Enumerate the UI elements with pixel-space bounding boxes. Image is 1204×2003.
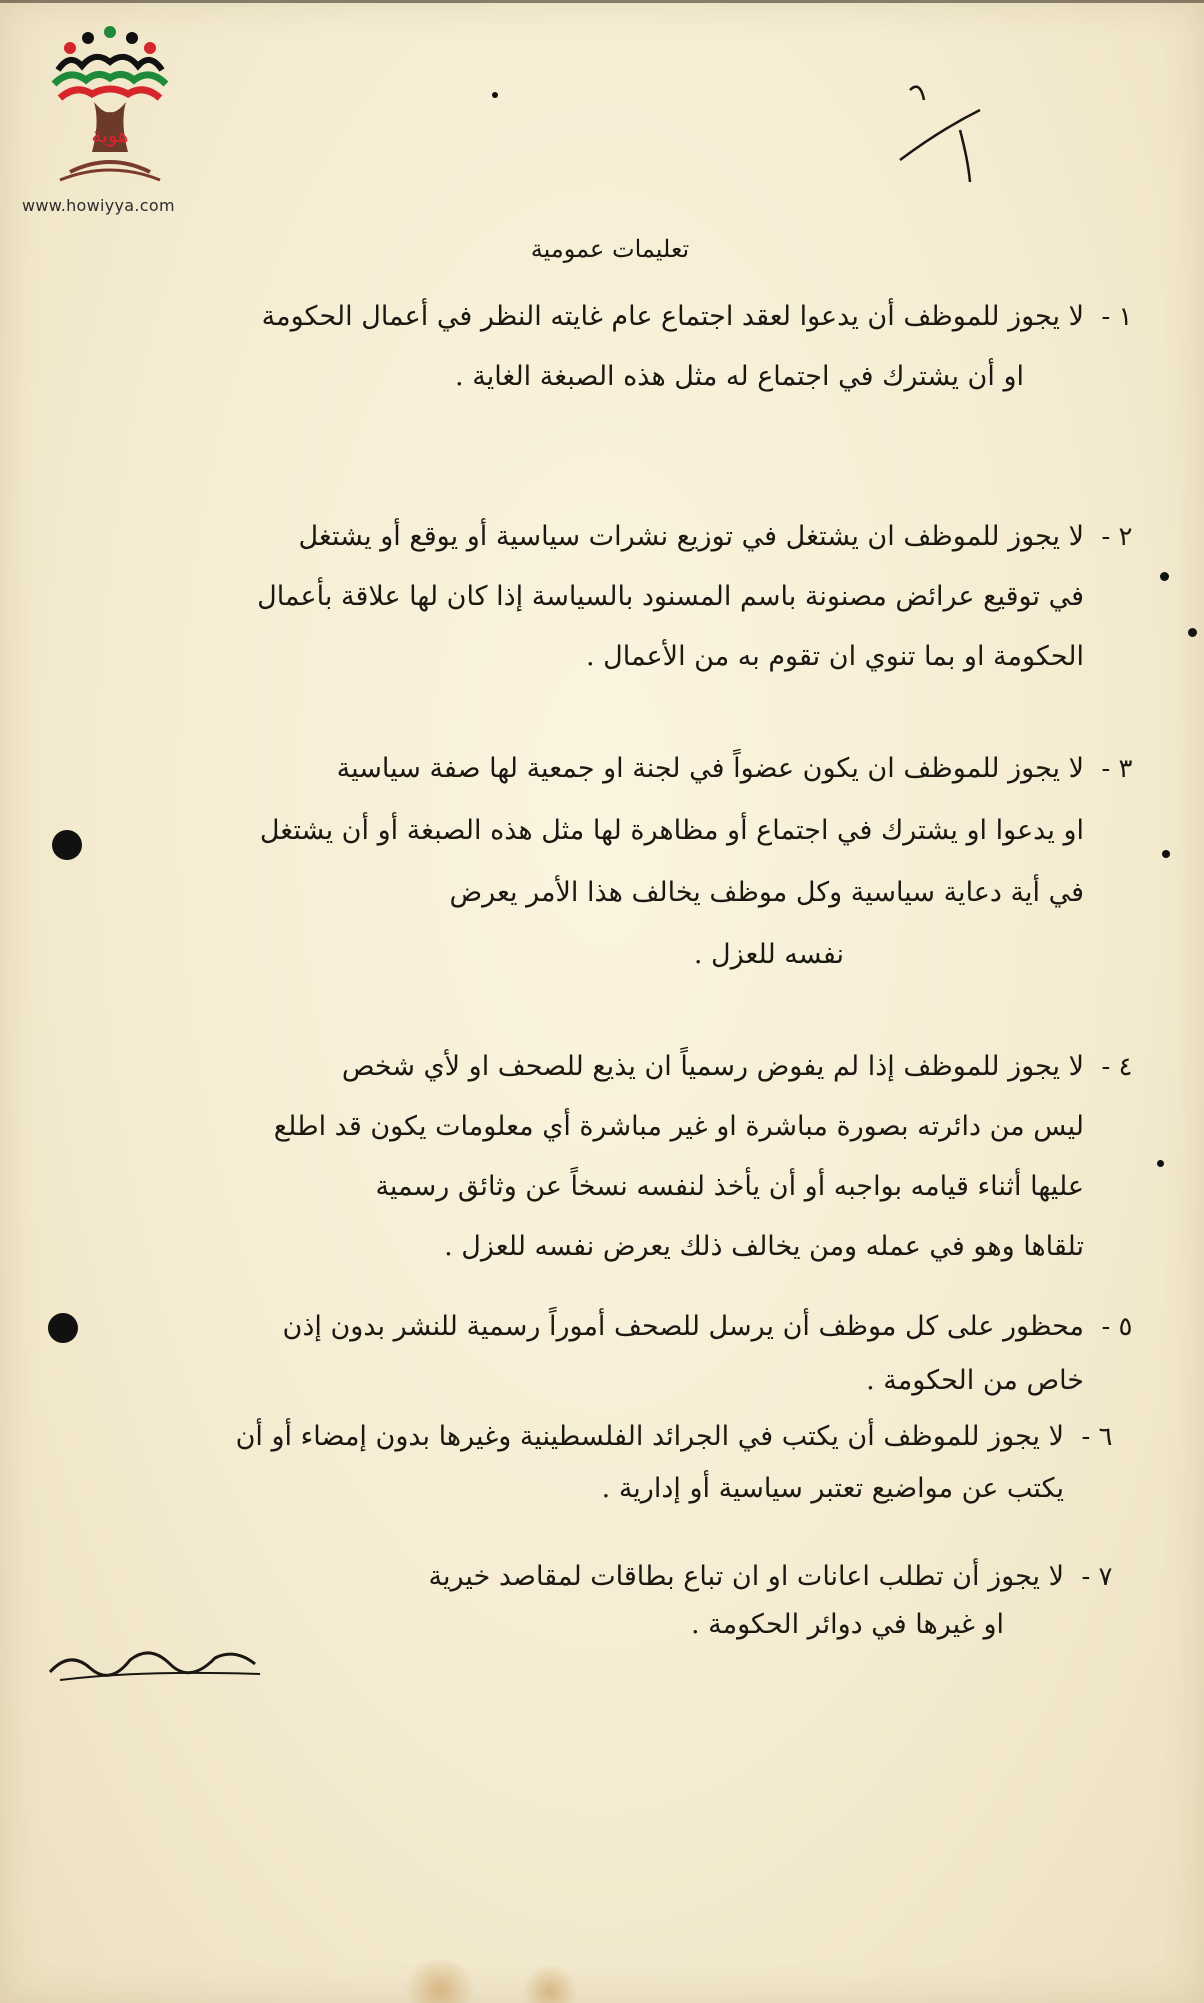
speck — [1188, 628, 1197, 637]
page-number — [880, 70, 1000, 200]
list-item-1 — [84, 300, 1133, 394]
top-border — [0, 0, 1204, 3]
list-item-3 — [44, 752, 1133, 972]
item-line: عليها أثناء قيامه بواجبه أو أن يأخذ لنفسه نسخاً عن وثائق رسمية — [375, 1171, 1084, 1202]
logo-url: www.howiyya.com — [22, 196, 175, 215]
item-number: ٤ - — [1101, 1052, 1133, 1082]
item-line: لا يجوز للموظف ان يكون عضواً في لجنة او جمعية لها صفة سياسية — [336, 753, 1084, 784]
item-line: خاص من الحكومة . — [866, 1365, 1084, 1396]
list-item-2 — [44, 520, 1133, 674]
punch-hole — [52, 830, 82, 860]
speck — [1162, 850, 1170, 858]
tree-logo-icon — [40, 22, 180, 192]
item-line: لا يجوز للموظف أن يكتب في الجرائد الفلسطينية وغيرها بدون إمضاء أو أن — [235, 1421, 1064, 1452]
document-title: تعليمات عمومية — [530, 235, 690, 263]
item-line: تلقاها وهو في عمله ومن يخالف ذلك يعرض نفسه للعزل . — [444, 1231, 1084, 1262]
item-number: ١ - — [1101, 302, 1133, 332]
speck — [492, 92, 498, 98]
item-line: في توقيع عرائض مصنونة باسم المسنود بالسياسة إذا كان لها علاقة بأعمال — [257, 581, 1084, 612]
item-line: نفسه للعزل . — [693, 939, 844, 970]
item-line: او أن يشترك في اجتماع له مثل هذه الصبغة الغاية . — [455, 361, 1024, 392]
list-item-5 — [44, 1310, 1133, 1398]
item-line: محظور على كل موظف أن يرسل للصحف أموراً رسمية للنشر بدون إذن — [282, 1311, 1084, 1342]
list-item-6 — [24, 1420, 1113, 1506]
item-number: ٧ - — [1081, 1562, 1113, 1592]
item-line: يكتب عن مواضيع تعتبر سياسية أو إدارية . — [601, 1473, 1064, 1504]
item-line: لا يجوز للموظف إذا لم يفوض رسمياً ان يذيع للصحف او لأي شخص — [341, 1051, 1084, 1082]
list-item-4 — [44, 1050, 1133, 1264]
speck — [1160, 572, 1169, 581]
svg-text:هوية: هوية — [91, 123, 129, 147]
item-line: ليس من دائرته بصورة مباشرة او غير مباشرة أي معلومات يكون قد اطلع — [273, 1111, 1084, 1142]
item-line: او يدعوا او يشترك في اجتماع أو مظاهرة لها مثل هذه الصبغة أو أن يشتغل — [259, 815, 1084, 846]
item-number: ٥ - — [1101, 1312, 1133, 1342]
item-line: في أية دعاية سياسية وكل موظف يخالف هذا الأمر يعرض — [449, 877, 1084, 908]
signature — [40, 1630, 280, 1690]
item-line: او غيرها في دوائر الحكومة . — [690, 1609, 1004, 1640]
item-number: ٦ - — [1081, 1422, 1113, 1452]
item-number: ٢ - — [1101, 522, 1133, 552]
item-line: الحكومة او بما تنوي ان تقوم به من الأعمال . — [585, 641, 1084, 672]
item-line: لا يجوز أن تطلب اعانات او ان تباع بطاقات لمقاصد خيرية — [428, 1561, 1064, 1592]
punch-hole — [48, 1313, 78, 1343]
item-number: ٣ - — [1101, 754, 1133, 784]
speck — [1157, 1160, 1164, 1167]
item-line: لا يجوز للموظف أن يدعوا لعقد اجتماع عام غايته النظر في أعمال الحكومة — [261, 301, 1084, 332]
item-line: لا يجوز للموظف ان يشتغل في توزيع نشرات سياسية أو يوقع أو يشتغل — [298, 521, 1084, 552]
